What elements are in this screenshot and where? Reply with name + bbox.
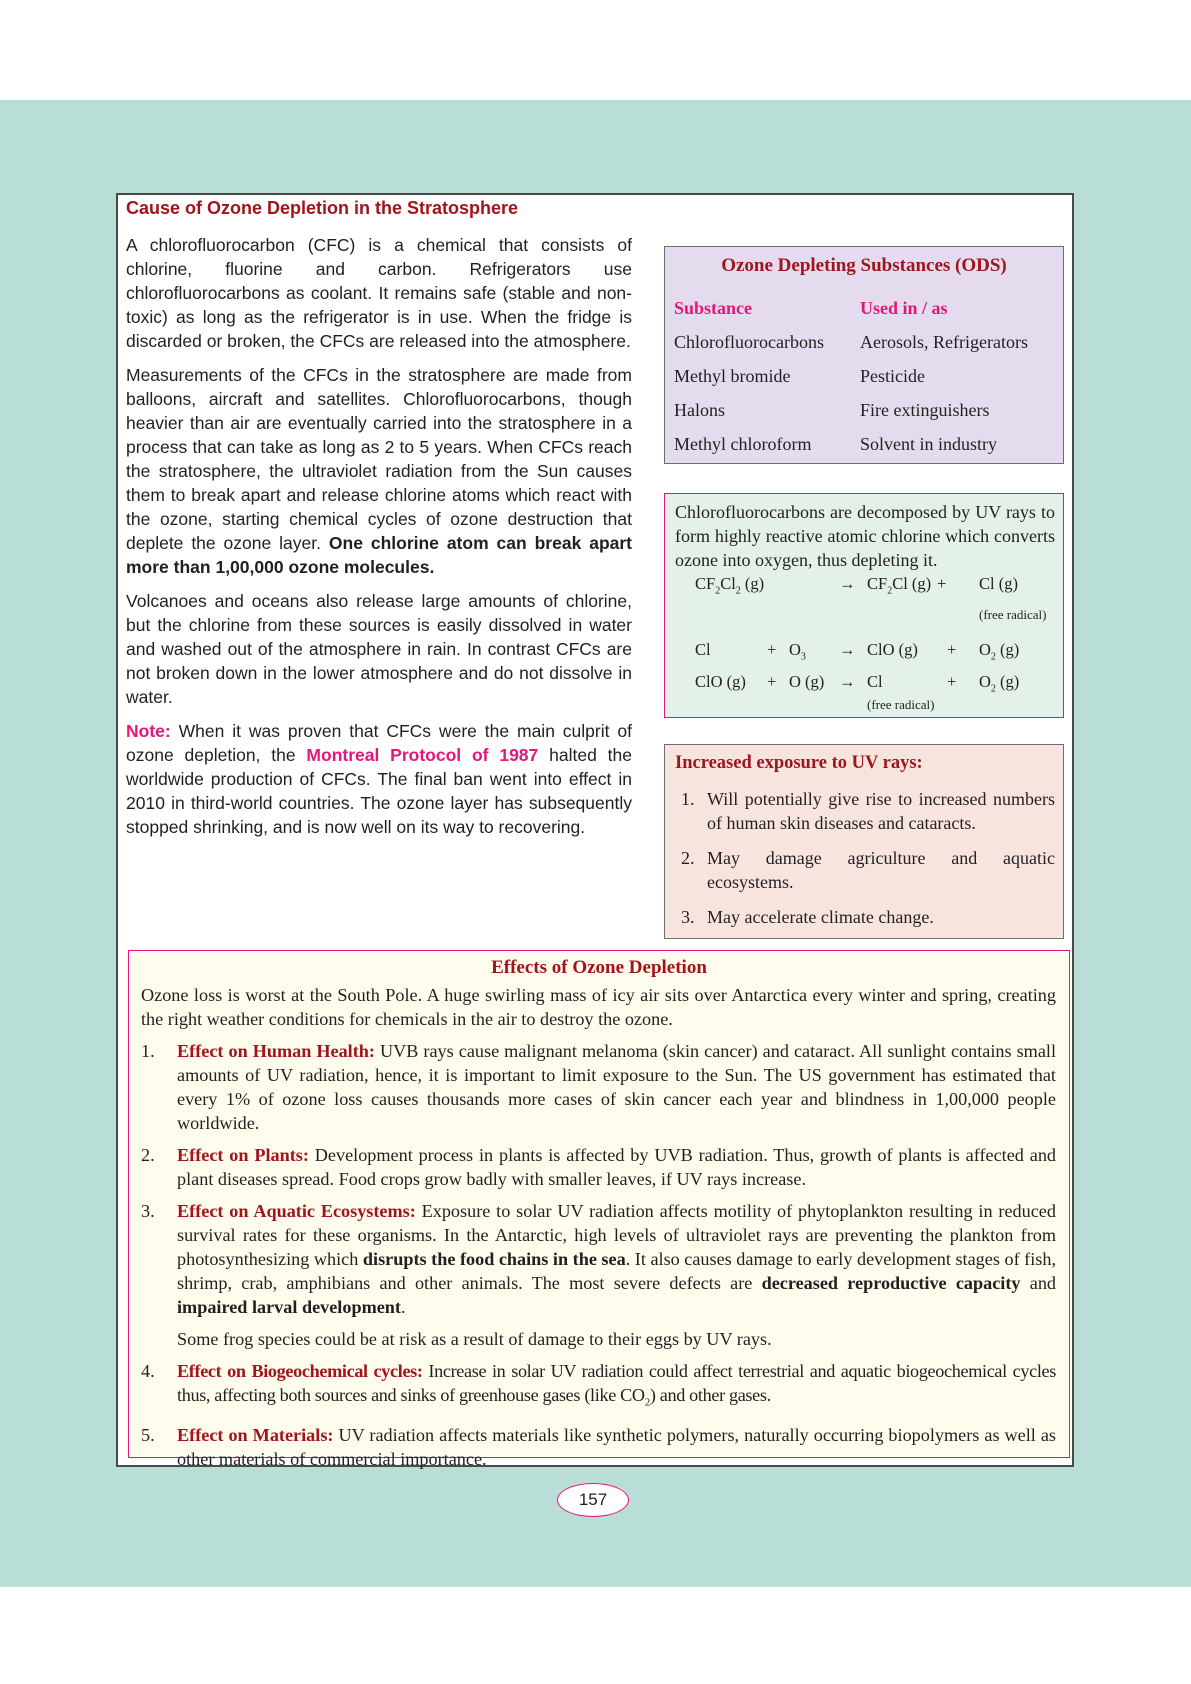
note-label: Note:: [126, 721, 171, 741]
ods-use-cell: Fire extinguishers: [860, 399, 990, 420]
eq2-plus-2: +: [947, 640, 957, 659]
eq3-reactant-1: ClO (g): [695, 672, 746, 691]
table-row: [674, 359, 1028, 393]
eq2-product-1: ClO (g): [867, 640, 918, 659]
eq2-arrow: →: [839, 640, 856, 659]
ods-table: [674, 291, 1028, 461]
eq1-product-1: $CF_2Cl$ (g): [867, 574, 932, 597]
ods-use-cell: Solvent in industry: [860, 433, 998, 454]
effects-intro: Ozone loss is worst at the South Pole. A huge swirling mass of icy air sits over Antarctica every winter and spring, creating the right weather conditions for chemicals in the air to destroy the ozone.: [141, 985, 1056, 1029]
uv-exposure-title: Increased exposure to UV rays:: [675, 753, 923, 773]
effect-biogeochemical-cycles: 4. Effect on Biogeochemical cycles: Increase in solar UV radiation could affect terrestrial and aquatic biogeochemical cycles thus, affecting both sources and sinks of greenhouse gases (like $CO_2$) and other gases.: [141, 1361, 1056, 1409]
ods-substance-cell: Chlorofluorocarbons: [674, 331, 824, 352]
measurements-text: Measurements of the CFCs in the stratosphere are made from balloons, aircraft and satellites. Chlorofluorocarbons, though heavier than air are eventually carried into the stratosphere in a process that can take as long as 2 to 5 years. When CFCs reach the stratosphere, the ultraviolet radiation from the Sun causes them to break apart and release chlorine atoms which react with the ozone, starting chemical cycles of ozone destruction that deplete the ozone layer.: [126, 365, 632, 553]
table-row: [674, 427, 1028, 461]
eq1-plus: +: [937, 574, 947, 593]
effect-materials: 5. Effect on Materials: UV radiation affects materials like synthetic polymers, naturally occurring biopolymers as well as other materials of commercial importance.: [141, 1424, 1056, 1469]
section-title: Cause of Ozone Depletion in the Stratosphere: [126, 198, 519, 218]
eq2-plus-1: +: [767, 640, 777, 659]
effects-box: [128, 950, 1070, 1469]
montreal-protocol-highlight: Montreal Protocol of 1987: [306, 745, 539, 765]
list-item: 1. Will potentially give rise to increased numbers of human skin diseases and cataracts.: [681, 789, 1055, 833]
list-item: 3. May accelerate climate change.: [681, 907, 934, 927]
note-text-1: When it was proven that CFCs were the main culprit of ozone depletion, the: [126, 721, 632, 765]
table-row: [674, 325, 1028, 359]
ods-header-row: [674, 291, 1028, 325]
eq1-reactant: $CF_2Cl_2$ (g): [695, 574, 765, 597]
uv-effects-list: [675, 787, 1055, 940]
main-text-column: [126, 233, 632, 849]
eq3-plus-1: +: [767, 672, 777, 691]
list-item: 2. May damage agriculture and aquatic ecosystems.: [681, 848, 1055, 892]
paragraph-cfc-definition: A chlorofluorocarbon (CFC) is a chemical that consists of chlorine, fluorine and carbon. Refrigerators use chlorofluorocarbons as coolant. It remains safe (stable and non-toxic) as long as the refrigerator is in use. When the fridge is discarded or broken, the CFCs are released into the atmosphere.: [126, 235, 632, 351]
eq1-product-2: Cl (g): [979, 574, 1018, 593]
page-number: 157: [557, 1483, 629, 1517]
ods-title: Ozone Depleting Substances (ODS): [721, 255, 1007, 276]
paragraph-measurements: [126, 363, 632, 579]
eq3-product-2: $O_2$ (g): [979, 672, 1020, 695]
ods-header-used-in: Used in / as: [860, 297, 948, 318]
effects-list: [141, 1039, 1056, 1479]
eq3-plus-2: +: [947, 672, 957, 691]
eq3-product-1: Cl: [867, 672, 883, 691]
ods-substance-cell: Halons: [674, 399, 725, 420]
chlorine-fact: One chlorine atom can break apart more than 1,00,000 ozone molecules.: [126, 533, 633, 577]
eq2-reactant-2: $O_3$: [789, 640, 806, 663]
effects-title: Effects of Ozone Depletion: [491, 957, 707, 978]
ods-substance-cell: Methyl bromide: [674, 365, 791, 386]
eq3-free-radical-note: (free radical): [867, 697, 935, 712]
cfc-decomposition-text: Chlorofluorocarbons are decomposed by UV rays to form highly reactive atomic chlorine which converts ozone into oxygen, thus depleting it.: [675, 502, 1055, 570]
paragraph-note: [126, 719, 632, 839]
effect-aquatic-ecosystems: 3. Effect on Aquatic Ecosystems: Exposure to solar UV radiation affects motility of phytoplankton resulting in reduced survival rates for these organisms. In the Antarctic, high levels of ultraviolet rays are preventing the plankton from photosynthesizing which disrupts the food chains in the sea. It also causes damage to early development stages of fish, shrimp, crab, amphibians and other animals. The most severe defects are decreased reproductive capacity and impaired larval development. Some frog species could be at risk as a result of damage to their eggs by UV rays.: [141, 1201, 1057, 1349]
ods-use-cell: Aerosols, Refrigerators: [860, 331, 1028, 352]
cfc-reaction-box: [664, 493, 1064, 718]
ods-substance-cell: Methyl chloroform: [674, 433, 812, 454]
ods-use-cell: Pesticide: [860, 365, 925, 386]
eq2-product-2: $O_2$ (g): [979, 640, 1020, 663]
note-text-2: halted the worldwide production of CFCs. The final ban went into effect in 2010 in third-world countries. The ozone layer has subsequently stopped shrinking, and is now well on its way to recovering.: [126, 745, 632, 837]
effect-plants: 2. Effect on Plants: Development process in plants is affected by UVB radiation. Thus, growth of plants is affected and plant diseases spread. Food crops grow badly with smaller leaves, if UV rays increase.: [141, 1145, 1057, 1189]
eq3-reactant-2: O (g): [789, 672, 825, 691]
table-row: [674, 393, 1028, 427]
eq3-arrow: →: [839, 672, 856, 691]
ods-box: [664, 246, 1064, 464]
eq1-arrow: →: [839, 574, 856, 593]
eq2-reactant-1: Cl: [695, 640, 711, 659]
ods-header-substance: Substance: [674, 297, 753, 318]
uv-exposure-box: [664, 744, 1064, 939]
frog-species-note: Some frog species could be at risk as a result of damage to their eggs by UV rays.: [177, 1329, 772, 1349]
paragraph-volcanoes: Volcanoes and oceans also release large amounts of chlorine, but the chlorine from these sources is easily dissolved in water and washed out of the atmosphere in rain. In contrast CFCs are not broken down in the lower atmosphere and do not dissolve in water.: [126, 591, 632, 707]
effect-human-health: 1. Effect on Human Health: UVB rays cause malignant melanoma (skin cancer) and cataract. All sunlight contains small amounts of UV radiation, hence, it is important to limit exposure to the Sun. The US government has estimated that every 1% of ozone loss causes thousands more cases of skin cancer each year and blindness in 1,00,000 people worldwide.: [141, 1041, 1057, 1133]
eq1-free-radical-note: (free radical): [979, 607, 1047, 622]
